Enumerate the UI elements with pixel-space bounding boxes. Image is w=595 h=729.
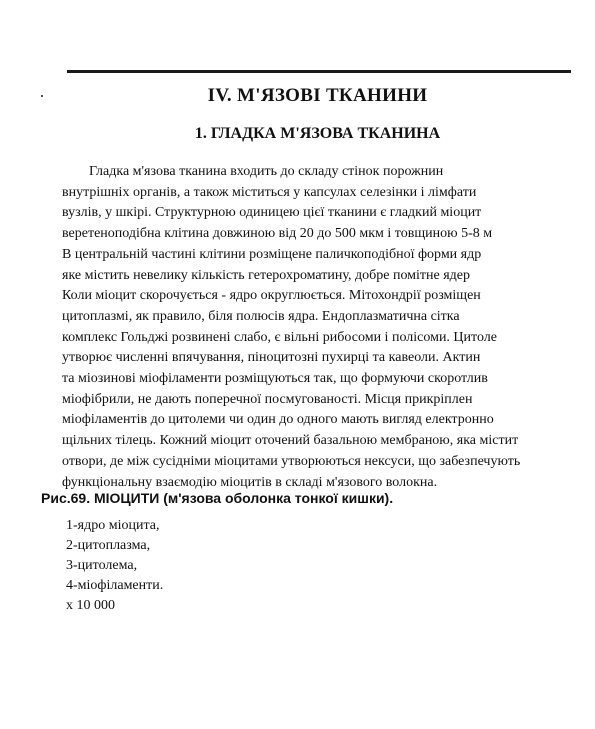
paragraph-line: отвори, де між сусідніми міоцитами утворюються нексуси, що забезпечують (62, 453, 521, 469)
paragraph-line: Коли міоцит скорочується - ядро округлюється. Мітохондрії розміщен (62, 288, 481, 304)
paragraph-line: вузлів, у шкірі. Структурною одиницею цієї тканини є гладкий міоцит (62, 205, 482, 221)
paragraph-line: Гладка м'язова тканина входить до складу стінок порожнин (89, 164, 444, 179)
paragraph-line: міофіламентів до цитолеми чи один до одного мають вигляд електронно (62, 412, 494, 428)
paragraph-line: міофібрили, не дають поперечної посмугованості. Місця прикріплен (62, 391, 473, 407)
paragraph-line: веретеноподібна клітина довжиною від 20 до 500 мкм і товщиною 5-8 м (62, 226, 493, 242)
paragraph-line: комплекс Гольджі розвинені слабо, є вільні рибосоми і полісоми. Цитоле (62, 329, 497, 345)
legend-item: 3-цитолема, (66, 558, 138, 573)
body-paragraph (62, 162, 595, 493)
magnification: x 10 000 (66, 598, 115, 613)
figure-legend (66, 516, 163, 616)
figure-caption: Рис.69. МІОЦИТИ (м'язова оболонка тонкої кишки). (41, 490, 394, 506)
legend-item: 1-ядро міоцита, (66, 518, 160, 533)
section-title: 1. ГЛАДКА М'ЯЗОВА ТКАНИНА (194, 125, 441, 142)
paragraph-line: В центральній частині клітини розміщене паличкоподібної форми ядр (62, 246, 482, 262)
paragraph-line: утворює численні впячування, піноцитозні пухирці та кавеоли. Актин (62, 350, 481, 366)
paragraph-line: цитоплазмі, як правило, біля полюсів ядра. Ендоплазматична сітка (62, 308, 460, 324)
paragraph-line: функціональну взаємодію міоцитів в складі м'язового волокна. (62, 474, 438, 490)
paragraph-line: яке містить невелику кількість гетерохроматину, добре помітне ядер (62, 267, 471, 283)
legend-item: 2-цитоплазма, (66, 538, 151, 553)
paragraph-line: внутрішніх органів, а також міститься у капсулах селезінки і лімфати (62, 184, 477, 200)
legend-item: 4-міофіламенти. (66, 578, 164, 593)
paragraph-line: щільних тілець. Кожний міоцит оточений базальною мембраною, яка містит (62, 433, 519, 449)
chapter-title: IV. М'ЯЗОВІ ТКАНИНИ (207, 85, 428, 106)
paragraph-line: та міозинові міофіламенти розміщуються так, що формуючи скоротлив (62, 371, 488, 387)
header-rule (67, 70, 571, 73)
